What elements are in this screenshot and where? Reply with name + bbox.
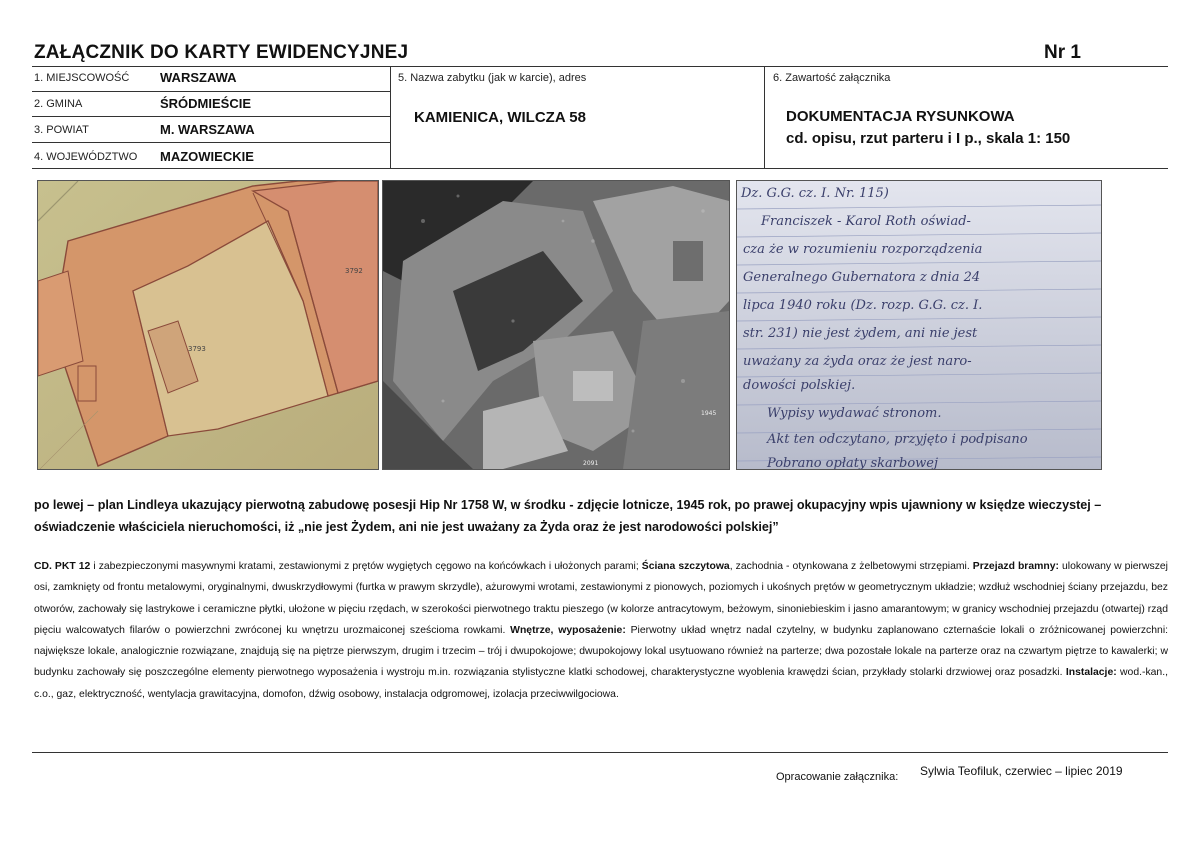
grid-line-bottom [32, 168, 1168, 169]
field-value-powiat: M. WARSZAWA [160, 122, 255, 137]
handwriting-line: Pobrano opłaty skarbowej [767, 456, 938, 469]
field-label-nazwa: 5. Nazwa zabytku (jak w karcie), adres [398, 72, 587, 84]
handwriting-line: Franciszek - Karol Roth oświad- [761, 214, 971, 229]
description-segment: Pierwotny układ wnętrz nadal czytelny, w budynku zaplanowano czternaście lokali o zróżnicowanej powierzchni: największe lokale, analogicznie rozwiązane, znajdują się na piętrze pierwszym, drugim i trzecim – trój i dwupokojowe; dwupokojowy lokal usytuowano również na parterze; dwa pozostałe lokale na parterze oraz na czwartym piętrze to kawalerki; w budynku zachowały się poszczególne elementy pierwotnego wyposażenia i wystroju m.in. rozwiązania stylistyczne klatki schodowej, charakterystyczne wyoblenia krawędzi ścian, przykłady stolarki drzwiowej oraz posadzki. [34, 624, 1169, 679]
prepared-by-label: Opracowanie załącznika: [776, 771, 899, 783]
image-caption: po lewej – plan Lindleya ukazujący pierwotną zabudowę posesji Hip Nr 1758 W, w środku - zdjęcie lotnicze, 1945 rok, po prawej okupacyjny wpis ujawniony w księdze wieczystej – oświadczenie właściciela nieruchomości, iż „nie jest Żydem, ani nie jest uważany za Żyda oraz że jest narodowości polskiej” [34, 498, 1102, 534]
handwriting-line: Dz. G.G. cz. I. Nr. 115) [741, 186, 889, 201]
field-value-wojewodztwo: MAZOWIECKIE [160, 149, 254, 164]
handwriting-line: Akt ten odczytano, przyjęto i podpisano [767, 432, 1028, 447]
prepared-by-value: Sylwia Teofiluk, czerwiec – lipiec 2019 [920, 764, 1123, 778]
handwriting-line: Wypisy wydawać stronom. [767, 406, 942, 421]
lindley-plan-image [37, 180, 379, 470]
footer-line [32, 752, 1168, 753]
field-value-miejscowosc: WARSZAWA [160, 70, 237, 85]
map-number-label: 3792 [345, 267, 363, 275]
attachment-number: Nr 1 [1044, 42, 1081, 63]
aerial-label: 1945 [701, 410, 717, 417]
field-label-wojewodztwo: 4. WOJEWÓDZTWO [34, 151, 138, 163]
handwritten-entry-image [736, 180, 1102, 470]
field-label-gmina: 2. GMINA [34, 98, 83, 110]
handwriting-line: lipca 1940 roku (Dz. rozp. G.G. cz. I. [743, 298, 983, 313]
grid-divider [390, 66, 391, 168]
map-number-label: 3793 [188, 345, 206, 353]
grid-divider [764, 66, 765, 168]
section-heading: Wnętrze, wyposażenie: [510, 624, 626, 636]
field-value-gmina: ŚRÓDMIEŚCIE [160, 96, 252, 111]
aerial-label: 2091 [583, 460, 599, 467]
page-title: ZAŁĄCZNIK DO KARTY EWIDENCYJNEJ [34, 42, 409, 63]
section-heading: Ściana szczytowa [641, 561, 730, 572]
field-label-zawartosc: 6. Zawartość załącznika [773, 72, 891, 84]
section-heading: CD. PKT 12 [34, 561, 91, 572]
handwriting-line: cza że w rozumieniu rozporządzenia [743, 242, 983, 257]
description-segment: i zabezpieczonymi masywnymi kratami, zestawionymi z prętów wygiętych cęgowo na końcówkach i ułożonych parami; [90, 561, 642, 572]
handwriting-line: str. 231) nie jest żydem, ani nie jest [743, 326, 978, 341]
handwriting-line: uważany za żyda oraz że jest naro- [743, 354, 972, 369]
grid-line-top [32, 66, 1168, 67]
handwriting-line: dowości polskiej. [743, 378, 856, 393]
field-label-miejscowosc: 1. MIEJSCOWOŚĆ [34, 72, 130, 84]
section-heading: Przejazd bramny: [972, 561, 1059, 572]
field-value-nazwa: KAMIENICA, WILCZA 58 [414, 109, 586, 126]
field-value-zawartosc-1: DOKUMENTACJA RYSUNKOWA [786, 108, 1015, 125]
description-segment: , zachodnia - otynkowana z żelbetowymi strzępiami. [729, 561, 973, 572]
aerial-photo-image [382, 180, 730, 470]
field-value-zawartosc-2: cd. opisu, rzut parteru i I p., skala 1: 150 [786, 130, 1071, 147]
section-heading: Instalacje: [1065, 667, 1117, 679]
description-text [34, 556, 1168, 705]
description-segment: ulokowany w pierwszej osi, zamknięty od frontu metalowymi, oryginalnymi, dwuskrzydłowymi (furtka w prawym skrzydle), ażurowymi wrotami, zestawionymi z pionowych, poziomych i ukośnych prętów w geometrycznym układzie; wzdłuż wschodniej ściany przejazdu, bez otworów, zachowały się lastrykowe i ceramiczne płytki, ułożone w pięciu rzędach, w szerokości pierwotnego traktu pieszego (w kolorze antracytowym, beżowym, sinoniebieskim i jasno amarantowym; w granicy wschodniej przejazdu (otwartej) rząd pięciu walcowatych filarów o powierzchni zwróconej ku wnętrzu urozmaiconej sześcioma rowkami. [34, 561, 1168, 636]
description-segment: wod.-kan., c.o., gaz, elektryczność, wentylacja grawitacyjna, domofon, dźwig osobowy, instalacja odgromowej, izolacja przeciwwilgociowa. [34, 667, 1168, 700]
grid-line [32, 91, 390, 92]
handwriting-line: Generalnego Gubernatora z dnia 24 [743, 270, 981, 285]
grid-line [32, 142, 390, 143]
grid-line [32, 116, 390, 117]
field-label-powiat: 3. POWIAT [34, 124, 89, 136]
